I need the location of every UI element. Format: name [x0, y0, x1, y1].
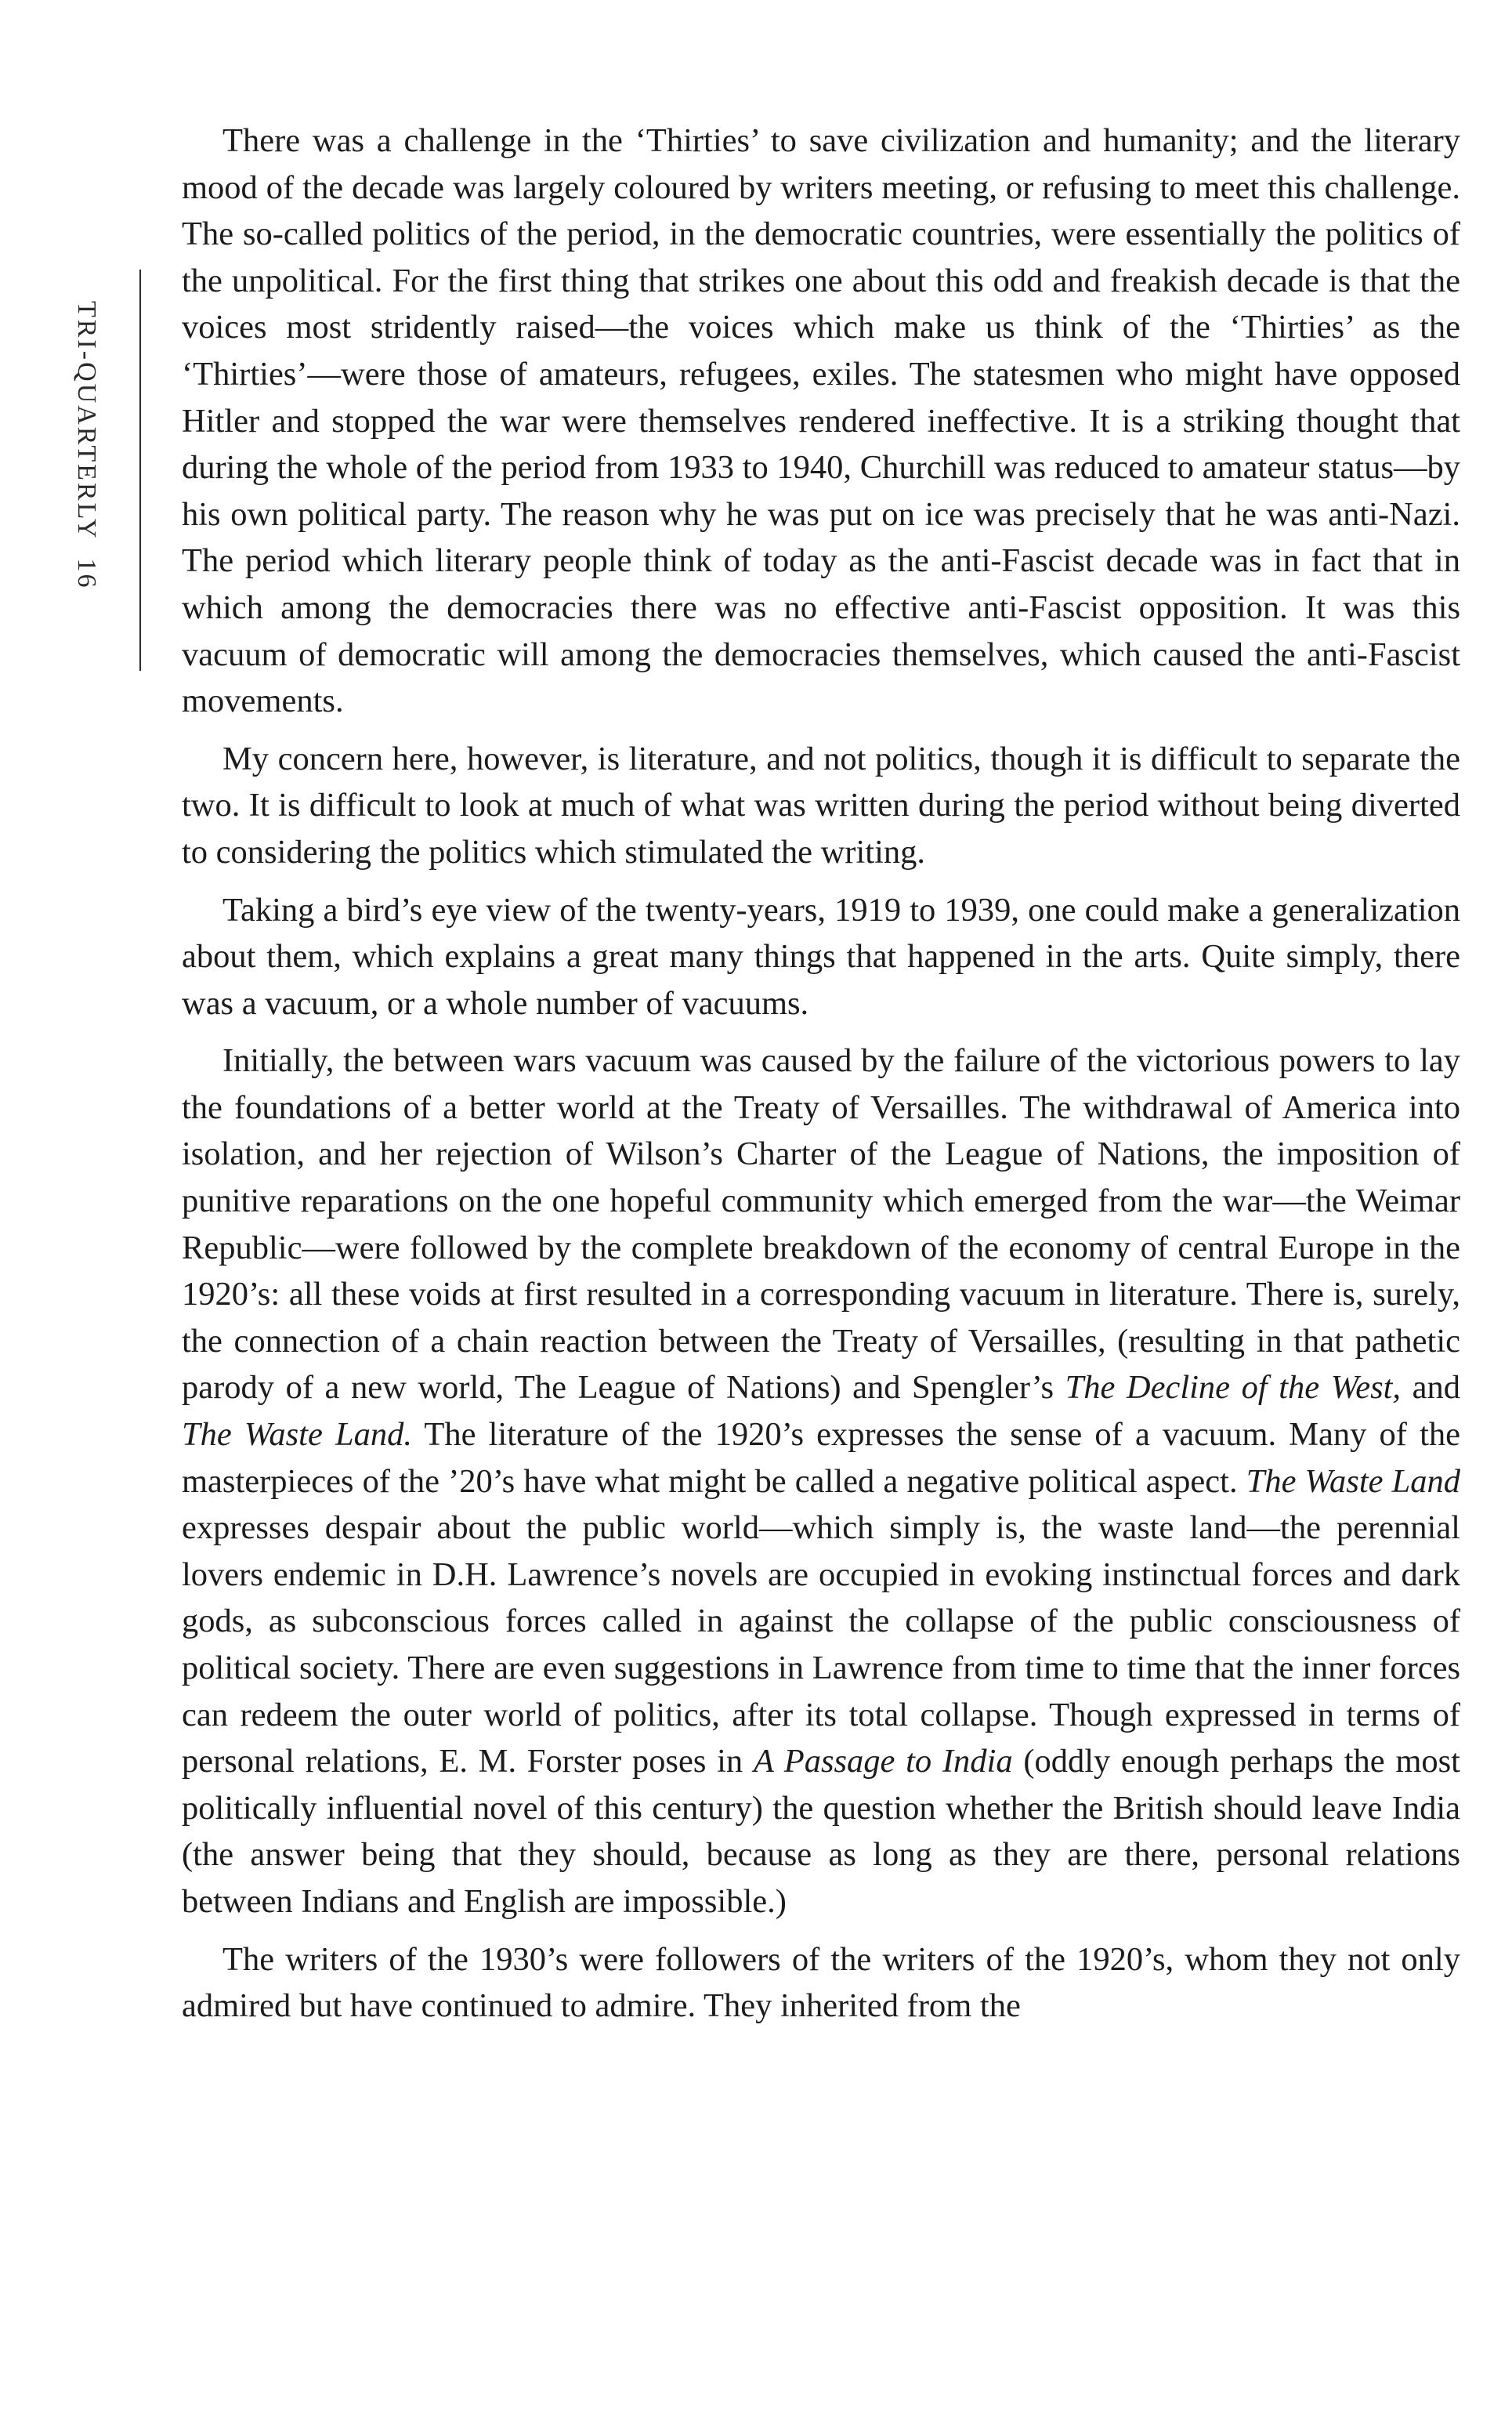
text-run: There was a challenge in the ‘Thirties’ to save civilization and humanity; and the literary mood of the decade was largely coloured by writers meeting, or refusing to meet this challenge. The so-called politics of the period, in the democratic countries, were essentially the politics of the unpolitical. For the first thing that strikes one about this odd and freakish decade is that the voices most stridently raised—the voices which make us think of the ‘Thirties’ as the ‘Thirties’—were those of amateurs, refugees, exiles. The statesmen who might have opposed Hitler and stopped the war were themselves rendered ineffective. It is a striking thought that during the whole of the period from 1933 to 1940, Churchill was reduced to amateur status—by his own political party. The reason why he was put on ice was precisely that he was anti-Nazi. The period which literary people think of today as the anti-Fascist decade was in fact that in which among the democracies there was no effective anti-Fascist opposition. It was this vacuum of democratic will among the democracies themselves, which caused the anti-Fascist movements.: [182, 122, 1460, 720]
journal-title: TRI-QUARTERLY: [72, 301, 101, 541]
paragraph: [182, 736, 1460, 876]
text-run: The literature of the 1920’s expresses the sense of a vacuum. Many of the masterpieces of the ’20’s have what might be called a negative political aspect.: [182, 1416, 1460, 1500]
italic-title: The Waste Land.: [182, 1416, 412, 1454]
paragraph: [182, 1936, 1460, 2030]
text-run: and: [1401, 1369, 1460, 1407]
text-run: expresses despair about the public world—which simply is, the waste land—the perennial lovers endemic in D.H. Lawrence’s novels are occupied in evoking instinctual forces and dark gods, as subconscious forces called in against the collapse of the public consciousness of political society. There are even suggestions in Lawrence from time to time that the inner forces can redeem the outer world of politics, after its total collapse. Though expressed in terms of personal relations, E. M. Forster poses in: [182, 1509, 1460, 1780]
running-head: [63, 301, 110, 677]
text-run: Initially, the between wars vacuum was caused by the failure of the victorious powers to lay the foundations of a better world at the Treaty of Versailles. The withdrawal of America into isolation, and her rejection of Wilson’s Charter of the League of Nations, the imposition of punitive reparations on the one hopeful community which emerged from the war—the Weimar Republic—were followed by the complete breakdown of the economy of central Europe in the 1920’s: all these voids at first resulted in a corresponding vacuum in literature. There is, surely, the connection of a chain reaction between the Treaty of Versailles, (resulting in that pathetic parody of a new world, The League of Nations) and Spengler’s: [182, 1042, 1460, 1407]
paragraph: [182, 1038, 1460, 1925]
text-run: My concern here, however, is literature, and not politics, though it is difficult to separate the two. It is difficult to look at much of what was written during the period without being diverted to considering the politics which stimulated the writing.: [182, 740, 1460, 871]
italic-title: The Decline of the West,: [1065, 1369, 1402, 1407]
text-run: The writers of the 1930’s were followers of the writers of the 1920’s, whom they not only admired but have continued to admire. They inherited from the: [182, 1940, 1460, 2025]
text-run: Taking a bird’s eye view of the twenty-years, 1919 to 1939, one could make a generalization about them, which explains a great many things that happened in the arts. Quite simply, there was a vacuum, or a whole number of vacuums.: [182, 891, 1460, 1022]
body-text: [182, 118, 1460, 2041]
italic-title: The Waste Land: [1246, 1462, 1461, 1500]
italic-title: A Passage to India: [753, 1743, 1013, 1780]
page-number: 16: [72, 558, 101, 590]
running-head-text: [71, 301, 102, 677]
running-head-rule: [139, 270, 141, 671]
paragraph: [182, 118, 1460, 725]
paragraph: [182, 887, 1460, 1027]
text-run: (oddly enough perhaps the most politically influential novel of this century) the question whether the British should leave India (the answer being that they should, because as long as they are there, personal relations between Indians and English are impossible.): [182, 1743, 1460, 1920]
